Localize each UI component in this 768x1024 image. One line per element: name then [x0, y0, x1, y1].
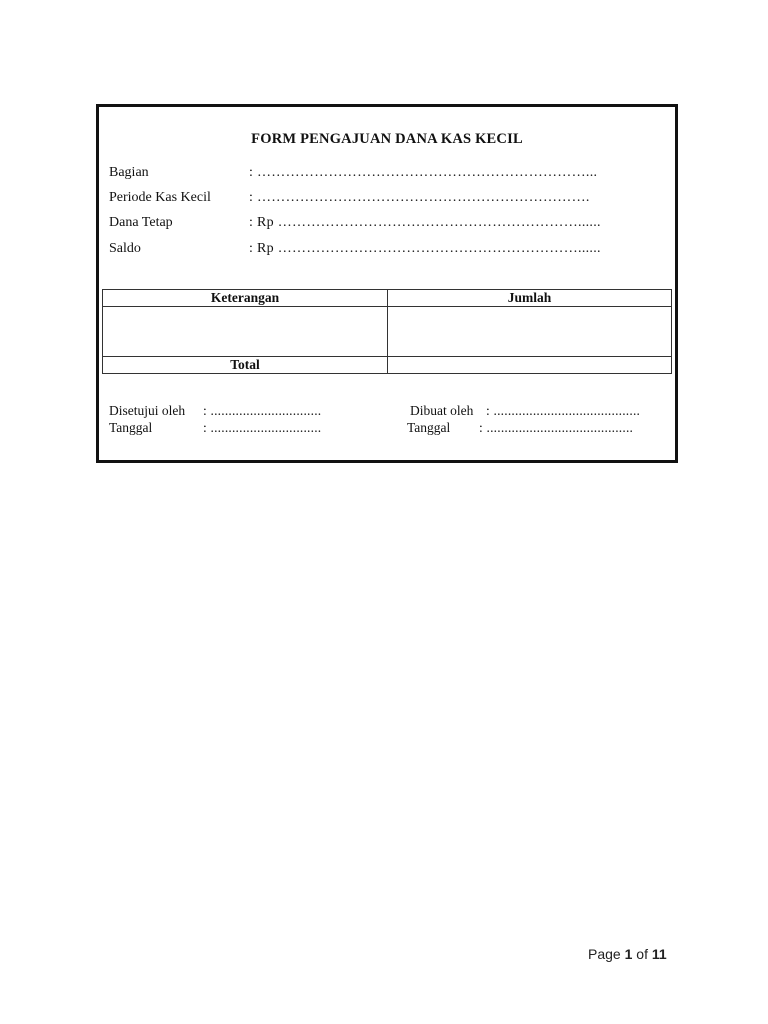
total-label: Total — [103, 357, 388, 374]
approved-by-label: Disetujui oleh — [109, 403, 186, 418]
cell-keterangan-entry[interactable] — [103, 307, 388, 357]
made-date-value[interactable]: : ......................................... — [479, 420, 634, 435]
header-jumlah: Jumlah — [388, 290, 672, 307]
made-by-label: Dibuat oleh — [410, 403, 474, 418]
field-label-periode: Periode Kas Kecil — [109, 190, 211, 205]
expense-table — [102, 289, 672, 374]
table-header-row — [103, 290, 672, 307]
field-label-bagian: Bagian — [109, 165, 149, 180]
field-label-dana-tetap: Dana Tetap — [109, 215, 173, 230]
total-value[interactable] — [388, 357, 672, 374]
header-keterangan: Keterangan — [103, 290, 388, 307]
made-date-label: Tanggal — [407, 420, 451, 435]
made-by-value[interactable]: : ......................................... — [486, 403, 641, 418]
cell-jumlah-entry[interactable] — [388, 307, 672, 357]
page-total: 11 — [651, 946, 667, 962]
petty-cash-form — [96, 104, 678, 463]
field-value-dana-tetap[interactable]: : Rp ………………………………………………………...... — [249, 215, 601, 230]
field-value-periode[interactable]: : ……………………………………………………………. — [249, 190, 590, 205]
form-title: FORM PENGAJUAN DANA KAS KECIL — [251, 131, 523, 147]
field-value-saldo[interactable]: : Rp ………………………………………………………...... — [249, 241, 601, 256]
table-row — [103, 307, 672, 357]
field-value-bagian[interactable]: : ……………………………………………………………... — [249, 165, 598, 180]
page-of: of — [636, 946, 648, 962]
page-indicator — [588, 946, 667, 962]
page-prefix: Page — [588, 946, 621, 962]
table-total-row — [103, 357, 672, 374]
approved-by-value[interactable]: : ............................... — [203, 403, 322, 418]
approved-date-label: Tanggal — [109, 420, 153, 435]
field-label-saldo: Saldo — [109, 241, 141, 256]
page-current: 1 — [624, 946, 633, 962]
approved-date-value[interactable]: : ............................... — [203, 420, 322, 435]
